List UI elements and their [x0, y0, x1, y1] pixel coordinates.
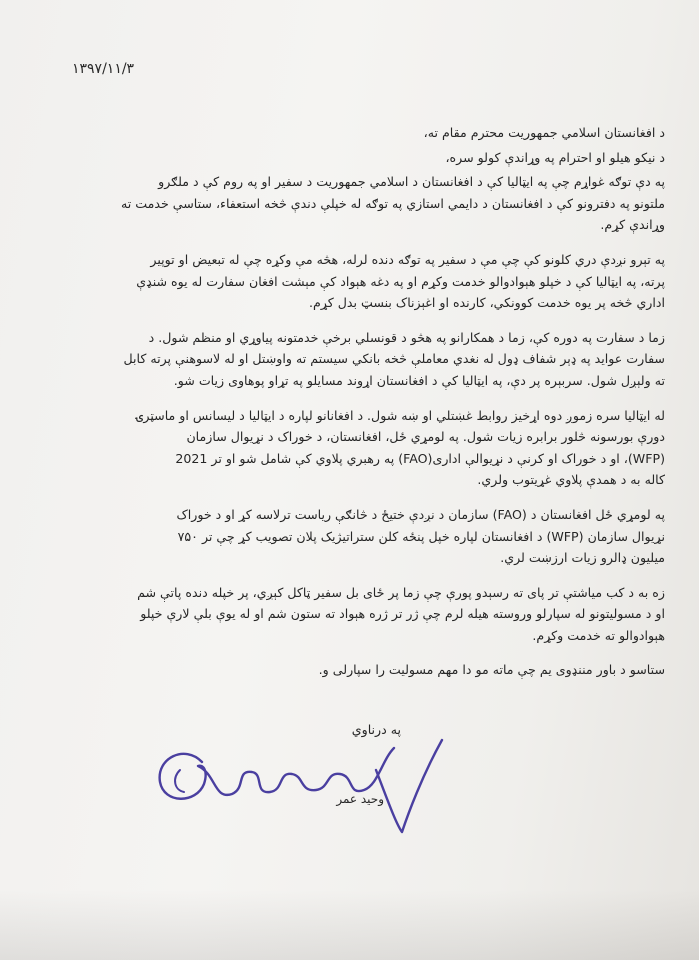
paragraph-line: نړیوال سازمان (WFP) د افغانستان لپاره خپل پنځه کلن ستراتیژیک پلان تصویب کړ چې تر ۷۵۰: [177, 528, 665, 544]
paragraph-line: ستاسو د باور مننډوی یم چې ماته مو دا مهم مسولیت را سپارلی و.: [318, 662, 665, 678]
paragraph-line: پرته، په ایټالیا کې د خپلو هېوادوالو خدمت وکړم او په دغه هېواد کې مېشت افغان سفارت له یوه شنډې: [136, 273, 665, 289]
paragraph-4: [64, 405, 665, 491]
paragraph-3: [64, 327, 665, 392]
paragraph-line: وړاندې کړم.: [600, 217, 665, 233]
paragraph-line: (WFP)، او د خوراک او کرنې د نړیوالې اداری(FAO) په رهبري پلاوي کې شامل شو او تر 2021: [175, 450, 665, 466]
paragraph-line: اداري څخه پر یوه خدمت کوونکي، کارنده او اغېزناک بنسټ بدل کړم.: [309, 295, 665, 311]
handwritten-signature: [150, 730, 450, 845]
paragraph-5: [64, 504, 665, 569]
paragraph-line: زما د سفارت په دوره کې، زما د همکارانو په هڅو د قونسلي برخې خدمتونه پیاوړي او منظم شول. د: [148, 329, 665, 345]
signer-name: وحید عمر: [336, 792, 384, 806]
paragraph-line: په تېرو نږدې دري کلونو کې چې مې د سفیر په توګه دنده لرله، هڅه مې وکړه چې له تبعیض او توپیر: [150, 251, 665, 267]
letter-body: [64, 122, 665, 681]
paragraph-7: [64, 659, 665, 681]
greeting-line: د نیکو هیلو او احترام په وړاندې کولو سره،: [445, 149, 665, 165]
paragraph-line: هېوادوالو ته خدمت وکړم.: [532, 627, 665, 643]
paper-shadow: [0, 890, 699, 960]
paragraph-line: له ایټالیا سره زموږ دوه اړخیز روابط غښتلي او ښه شول. د افغانانو لپاره د ایټالیا د لیسانس او ماسټرۍ: [136, 407, 665, 423]
paragraph-line: دورې بورسونه څلور برابره زیات شول. په لومړي ځل، افغانستان، د خوراک د نړیوال سازمان: [186, 429, 665, 445]
paragraph-line: زه به د کب میاشتې تر پای ته رسېدو پورې چې زما پر ځای بل سفیر ټاکل کېږي، پر خپله دنده پاتې شم: [137, 584, 665, 600]
paragraph-line: ته ولېږل شول. سربېره پر دې، په ایټالیا کې د افغانستان اړوند مسایلو په تړاو پوهاوی زیات شو.: [173, 372, 665, 388]
paragraph-line: سفارت عواید په ډېر شفاف ډول له نغدي معاملې څخه بانکي سیستم ته واوښتل او له لاسوهنې پرته کابل: [123, 351, 665, 367]
addressee-line: د افغانستان اسلامي جمهوریت محترم مقام ته،: [423, 125, 665, 140]
paragraph-6: [64, 582, 665, 647]
paragraph-2: [64, 249, 665, 314]
paragraph-line: ملتونو په دفترونو کې د افغانستان د دایمي استازي په توګه له خپلې دندې څخه استعفاء، ستاسې خدمت ته: [120, 195, 665, 211]
paragraph-line: کاله به د همدې پلاوي غړیتوب ولري.: [477, 472, 665, 488]
paragraph-line: په دې توګه غواړم چې په ایټالیا کې د افغانستان د اسلامي جمهوریت د سفیر او په روم کې د ملګرو: [158, 174, 665, 190]
paragraph-line: او د مسولیتونو له سپارلو وروسته هیله لرم چې ژر تر ژره هېواد ته ستون شم او له یوې بلې لارې خپلو: [140, 606, 665, 622]
paragraph-line: په لومړي ځل افغانستان د (FAO) سازمان د نږدې ختیځ د څانګې ریاست ترلاسه کړ او د خوراک: [176, 506, 665, 522]
closing-salutation: په درناوي: [351, 722, 401, 737]
letter-date: ۱۳۹۷/۱۱/۳: [72, 61, 135, 77]
paragraph-line: میلیون ډالرو زیات ارزښت لري.: [500, 550, 665, 566]
paragraph-1: [64, 171, 665, 236]
